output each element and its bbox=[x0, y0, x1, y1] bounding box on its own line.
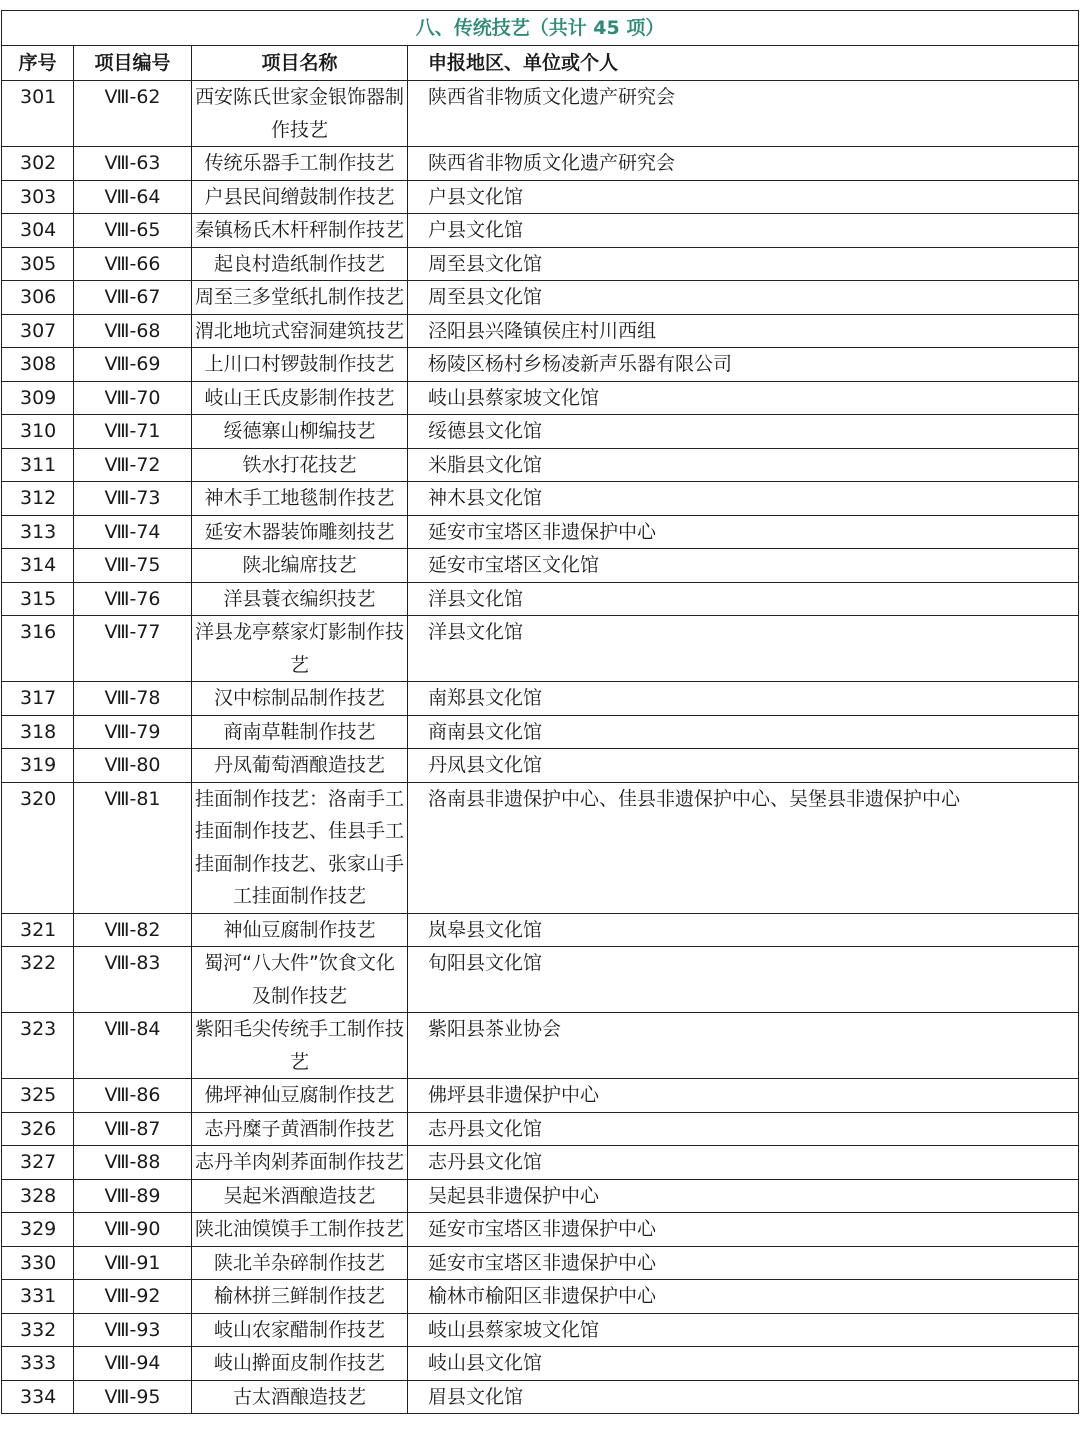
row-seq: 331 bbox=[2, 1280, 74, 1314]
row-seq: 323 bbox=[2, 1013, 74, 1079]
row-seq: 328 bbox=[2, 1179, 74, 1213]
row-code: Ⅷ-79 bbox=[74, 715, 192, 749]
table-row bbox=[2, 281, 1079, 315]
table-row bbox=[2, 1380, 1079, 1414]
row-code: Ⅷ-71 bbox=[74, 415, 192, 449]
row-unit: 神木县文化馆 bbox=[408, 482, 1079, 516]
row-code: Ⅷ-66 bbox=[74, 247, 192, 281]
row-seq: 332 bbox=[2, 1313, 74, 1347]
table-row bbox=[2, 314, 1079, 348]
row-unit: 周至县文化馆 bbox=[408, 247, 1079, 281]
row-name: 志丹糜子黄酒制作技艺 bbox=[192, 1112, 408, 1146]
table-row bbox=[2, 1313, 1079, 1347]
header-name: 项目名称 bbox=[192, 46, 408, 81]
row-seq: 310 bbox=[2, 415, 74, 449]
table-row bbox=[2, 549, 1079, 583]
row-unit: 吴起县非遗保护中心 bbox=[408, 1179, 1079, 1213]
row-unit: 榆林市榆阳区非遗保护中心 bbox=[408, 1280, 1079, 1314]
row-name: 西安陈氏世家金银饰器制作技艺 bbox=[192, 81, 408, 147]
row-name: 岐山农家醋制作技艺 bbox=[192, 1313, 408, 1347]
row-unit: 旬阳县文化馆 bbox=[408, 947, 1079, 1013]
row-code: Ⅷ-92 bbox=[74, 1280, 192, 1314]
row-unit: 延安市宝塔区非遗保护中心 bbox=[408, 1246, 1079, 1280]
table-row bbox=[2, 448, 1079, 482]
caption-row bbox=[2, 11, 1079, 46]
row-name: 古太酒酿造技艺 bbox=[192, 1380, 408, 1414]
row-seq: 306 bbox=[2, 281, 74, 315]
table-row bbox=[2, 682, 1079, 716]
row-unit: 陕西省非物质文化遗产研究会 bbox=[408, 81, 1079, 147]
row-name: 岐山擀面皮制作技艺 bbox=[192, 1347, 408, 1381]
row-unit: 延安市宝塔区非遗保护中心 bbox=[408, 1213, 1079, 1247]
header-unit: 申报地区、单位或个人 bbox=[408, 46, 1079, 81]
row-name: 陕北油馍馍手工制作技艺 bbox=[192, 1213, 408, 1247]
row-seq: 303 bbox=[2, 180, 74, 214]
row-name: 秦镇杨氏木杆秤制作技艺 bbox=[192, 214, 408, 248]
row-seq: 301 bbox=[2, 81, 74, 147]
row-seq: 322 bbox=[2, 947, 74, 1013]
row-seq: 330 bbox=[2, 1246, 74, 1280]
row-name: 周至三多堂纸扎制作技艺 bbox=[192, 281, 408, 315]
table-row bbox=[2, 147, 1079, 181]
section-title: 八、传统技艺（共计 45 项） bbox=[2, 11, 1079, 46]
table-row bbox=[2, 749, 1079, 783]
row-name: 岐山王氏皮影制作技艺 bbox=[192, 381, 408, 415]
row-code: Ⅷ-95 bbox=[74, 1380, 192, 1414]
table-row bbox=[2, 381, 1079, 415]
row-name: 陕北编席技艺 bbox=[192, 549, 408, 583]
row-seq: 316 bbox=[2, 616, 74, 682]
row-unit: 丹凤县文化馆 bbox=[408, 749, 1079, 783]
row-code: Ⅷ-91 bbox=[74, 1246, 192, 1280]
row-code: Ⅷ-67 bbox=[74, 281, 192, 315]
row-name: 商南草鞋制作技艺 bbox=[192, 715, 408, 749]
row-name: 户县民间缯鼓制作技艺 bbox=[192, 180, 408, 214]
row-code: Ⅷ-72 bbox=[74, 448, 192, 482]
row-unit: 绥德县文化馆 bbox=[408, 415, 1079, 449]
table-body bbox=[2, 81, 1079, 1414]
row-name: 榆林拼三鲜制作技艺 bbox=[192, 1280, 408, 1314]
row-name: 挂面制作技艺：洛南手工挂面制作技艺、佳县手工挂面制作技艺、张家山手工挂面制作技艺 bbox=[192, 782, 408, 913]
header-row bbox=[2, 46, 1079, 81]
row-code: Ⅷ-87 bbox=[74, 1112, 192, 1146]
table-row bbox=[2, 1213, 1079, 1247]
row-name: 洋县龙亭蔡家灯影制作技艺 bbox=[192, 616, 408, 682]
table-row bbox=[2, 1179, 1079, 1213]
header-code: 项目编号 bbox=[74, 46, 192, 81]
row-unit: 紫阳县茶业协会 bbox=[408, 1013, 1079, 1079]
row-unit: 米脂县文化馆 bbox=[408, 448, 1079, 482]
row-seq: 320 bbox=[2, 782, 74, 913]
row-seq: 307 bbox=[2, 314, 74, 348]
row-code: Ⅷ-93 bbox=[74, 1313, 192, 1347]
row-seq: 312 bbox=[2, 482, 74, 516]
row-name: 传统乐器手工制作技艺 bbox=[192, 147, 408, 181]
row-unit: 岐山县蔡家坡文化馆 bbox=[408, 1313, 1079, 1347]
row-unit: 眉县文化馆 bbox=[408, 1380, 1079, 1414]
row-unit: 洋县文化馆 bbox=[408, 582, 1079, 616]
table-row bbox=[2, 1146, 1079, 1180]
row-name: 丹凤葡萄酒酿造技艺 bbox=[192, 749, 408, 783]
table-row bbox=[2, 1112, 1079, 1146]
table-row bbox=[2, 180, 1079, 214]
row-code: Ⅷ-90 bbox=[74, 1213, 192, 1247]
row-code: Ⅷ-81 bbox=[74, 782, 192, 913]
row-code: Ⅷ-69 bbox=[74, 348, 192, 382]
row-seq: 311 bbox=[2, 448, 74, 482]
row-unit: 商南县文化馆 bbox=[408, 715, 1079, 749]
table-row bbox=[2, 1079, 1079, 1113]
row-unit: 佛坪县非遗保护中心 bbox=[408, 1079, 1079, 1113]
table-row bbox=[2, 247, 1079, 281]
row-code: Ⅷ-89 bbox=[74, 1179, 192, 1213]
table-row bbox=[2, 616, 1079, 682]
row-seq: 314 bbox=[2, 549, 74, 583]
row-name: 汉中棕制品制作技艺 bbox=[192, 682, 408, 716]
row-unit: 岐山县文化馆 bbox=[408, 1347, 1079, 1381]
table-row bbox=[2, 715, 1079, 749]
row-code: Ⅷ-64 bbox=[74, 180, 192, 214]
table-row bbox=[2, 1013, 1079, 1079]
row-code: Ⅷ-70 bbox=[74, 381, 192, 415]
row-seq: 309 bbox=[2, 381, 74, 415]
row-unit: 志丹县文化馆 bbox=[408, 1112, 1079, 1146]
row-unit: 户县文化馆 bbox=[408, 180, 1079, 214]
row-seq: 325 bbox=[2, 1079, 74, 1113]
row-seq: 329 bbox=[2, 1213, 74, 1247]
row-name: 神仙豆腐制作技艺 bbox=[192, 913, 408, 947]
row-name: 铁水打花技艺 bbox=[192, 448, 408, 482]
row-name: 志丹羊肉剁荞面制作技艺 bbox=[192, 1146, 408, 1180]
row-name: 紫阳毛尖传统手工制作技艺 bbox=[192, 1013, 408, 1079]
row-unit: 杨陵区杨村乡杨凌新声乐器有限公司 bbox=[408, 348, 1079, 382]
row-unit: 延安市宝塔区非遗保护中心 bbox=[408, 515, 1079, 549]
row-seq: 321 bbox=[2, 913, 74, 947]
row-unit: 延安市宝塔区文化馆 bbox=[408, 549, 1079, 583]
row-name: 吴起米酒酿造技艺 bbox=[192, 1179, 408, 1213]
row-code: Ⅷ-68 bbox=[74, 314, 192, 348]
row-code: Ⅷ-63 bbox=[74, 147, 192, 181]
table-row bbox=[2, 348, 1079, 382]
row-seq: 317 bbox=[2, 682, 74, 716]
row-code: Ⅷ-65 bbox=[74, 214, 192, 248]
table-row bbox=[2, 1280, 1079, 1314]
row-unit: 南郑县文化馆 bbox=[408, 682, 1079, 716]
row-unit: 陕西省非物质文化遗产研究会 bbox=[408, 147, 1079, 181]
table-row bbox=[2, 415, 1079, 449]
row-unit: 户县文化馆 bbox=[408, 214, 1079, 248]
table-row bbox=[2, 913, 1079, 947]
row-unit: 志丹县文化馆 bbox=[408, 1146, 1079, 1180]
table-row bbox=[2, 515, 1079, 549]
row-unit: 周至县文化馆 bbox=[408, 281, 1079, 315]
table-row bbox=[2, 81, 1079, 147]
row-code: Ⅷ-82 bbox=[74, 913, 192, 947]
row-code: Ⅷ-80 bbox=[74, 749, 192, 783]
row-seq: 305 bbox=[2, 247, 74, 281]
row-unit: 岐山县蔡家坡文化馆 bbox=[408, 381, 1079, 415]
row-seq: 315 bbox=[2, 582, 74, 616]
heritage-table bbox=[1, 10, 1079, 1414]
row-unit: 岚皋县文化馆 bbox=[408, 913, 1079, 947]
row-name: 蜀河“八大件”饮食文化及制作技艺 bbox=[192, 947, 408, 1013]
row-name: 陕北羊杂碎制作技艺 bbox=[192, 1246, 408, 1280]
table-row bbox=[2, 214, 1079, 248]
row-unit: 泾阳县兴隆镇侯庄村川西组 bbox=[408, 314, 1079, 348]
row-unit: 洋县文化馆 bbox=[408, 616, 1079, 682]
row-code: Ⅷ-73 bbox=[74, 482, 192, 516]
row-code: Ⅷ-94 bbox=[74, 1347, 192, 1381]
row-seq: 302 bbox=[2, 147, 74, 181]
heritage-list-document bbox=[1, 10, 1078, 1414]
row-name: 洋县蓑衣编织技艺 bbox=[192, 582, 408, 616]
row-code: Ⅷ-77 bbox=[74, 616, 192, 682]
row-name: 渭北地坑式窑洞建筑技艺 bbox=[192, 314, 408, 348]
row-seq: 308 bbox=[2, 348, 74, 382]
row-name: 绥德寨山柳编技艺 bbox=[192, 415, 408, 449]
row-seq: 334 bbox=[2, 1380, 74, 1414]
header-seq: 序号 bbox=[2, 46, 74, 81]
row-code: Ⅷ-83 bbox=[74, 947, 192, 1013]
row-code: Ⅷ-75 bbox=[74, 549, 192, 583]
row-name: 起良村造纸制作技艺 bbox=[192, 247, 408, 281]
row-seq: 327 bbox=[2, 1146, 74, 1180]
row-name: 神木手工地毯制作技艺 bbox=[192, 482, 408, 516]
row-seq: 319 bbox=[2, 749, 74, 783]
table-row bbox=[2, 482, 1079, 516]
row-name: 延安木器装饰雕刻技艺 bbox=[192, 515, 408, 549]
row-code: Ⅷ-62 bbox=[74, 81, 192, 147]
row-name: 上川口村锣鼓制作技艺 bbox=[192, 348, 408, 382]
row-unit: 洛南县非遗保护中心、佳县非遗保护中心、吴堡县非遗保护中心 bbox=[408, 782, 1079, 913]
row-seq: 326 bbox=[2, 1112, 74, 1146]
row-code: Ⅷ-78 bbox=[74, 682, 192, 716]
row-seq: 304 bbox=[2, 214, 74, 248]
row-seq: 318 bbox=[2, 715, 74, 749]
table-row bbox=[2, 582, 1079, 616]
row-code: Ⅷ-84 bbox=[74, 1013, 192, 1079]
row-code: Ⅷ-86 bbox=[74, 1079, 192, 1113]
row-code: Ⅷ-76 bbox=[74, 582, 192, 616]
row-seq: 313 bbox=[2, 515, 74, 549]
table-row bbox=[2, 782, 1079, 913]
row-code: Ⅷ-88 bbox=[74, 1146, 192, 1180]
table-row bbox=[2, 1347, 1079, 1381]
table-row bbox=[2, 947, 1079, 1013]
row-name: 佛坪神仙豆腐制作技艺 bbox=[192, 1079, 408, 1113]
row-seq: 333 bbox=[2, 1347, 74, 1381]
row-code: Ⅷ-74 bbox=[74, 515, 192, 549]
table-row bbox=[2, 1246, 1079, 1280]
